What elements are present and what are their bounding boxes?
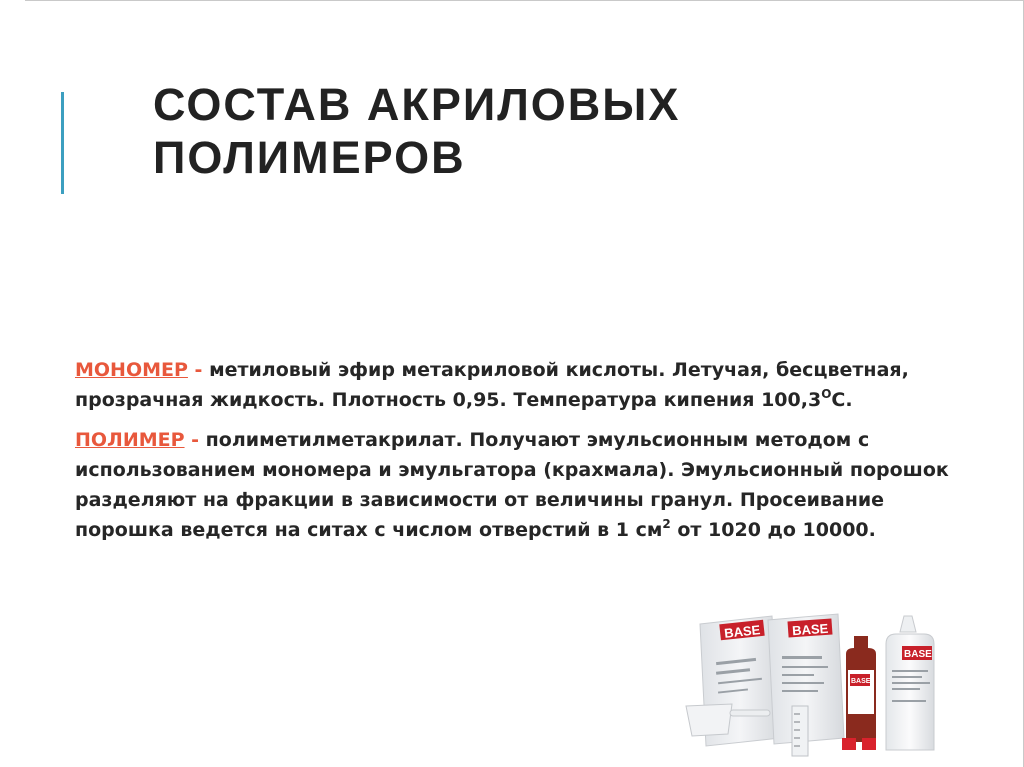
- polymer-term: ПОЛИМЕР: [75, 429, 185, 451]
- measuring-cylinder: [792, 706, 808, 756]
- slide-title: СОСТАВ АКРИЛОВЫХ ПОЛИМЕРОВ: [153, 79, 681, 183]
- polymer-paragraph: [75, 425, 975, 545]
- monomer-description: метиловый эфир метакриловой кислоты. Летучая, бесцветная, прозрачная жидкость. Плотность 0,95. Температура кипения 100,3: [75, 359, 909, 411]
- slide-frame-top: [25, 0, 1024, 1]
- bag-left-logo: BASE: [723, 622, 761, 641]
- slide-body: [75, 355, 975, 555]
- product-package-image: [680, 610, 1000, 760]
- bottle-white-logo: BASE: [904, 649, 932, 660]
- area-superscript: 2: [662, 517, 671, 531]
- title-accent-bar: [61, 92, 64, 194]
- monomer-term-separator: -: [187, 359, 203, 381]
- bag-right-logo: BASE: [791, 620, 829, 639]
- polymer-term-separator: -: [184, 429, 200, 451]
- degree-superscript: О: [821, 387, 832, 401]
- monomer-term: МОНОМЕР: [75, 359, 188, 381]
- monomer-paragraph: [75, 355, 975, 415]
- polymer-description: полиметилметакрилат. Получают эмульсионным методом с использованием мономера и эмульгатора (крахмала). Эмульсионный порошок разделяют на фракции в зависимости от величины гранул. Просеивание порошка ведется на ситах с числом отверстий в 1 см: [75, 429, 949, 541]
- bottle-small-logo: BASE: [851, 678, 871, 685]
- polymer-description-end: от 1020 до 10000.: [670, 519, 876, 541]
- liquid-bottle-white: [886, 616, 934, 750]
- monomer-bottle: [842, 636, 876, 750]
- monomer-description-end: С.: [831, 389, 853, 411]
